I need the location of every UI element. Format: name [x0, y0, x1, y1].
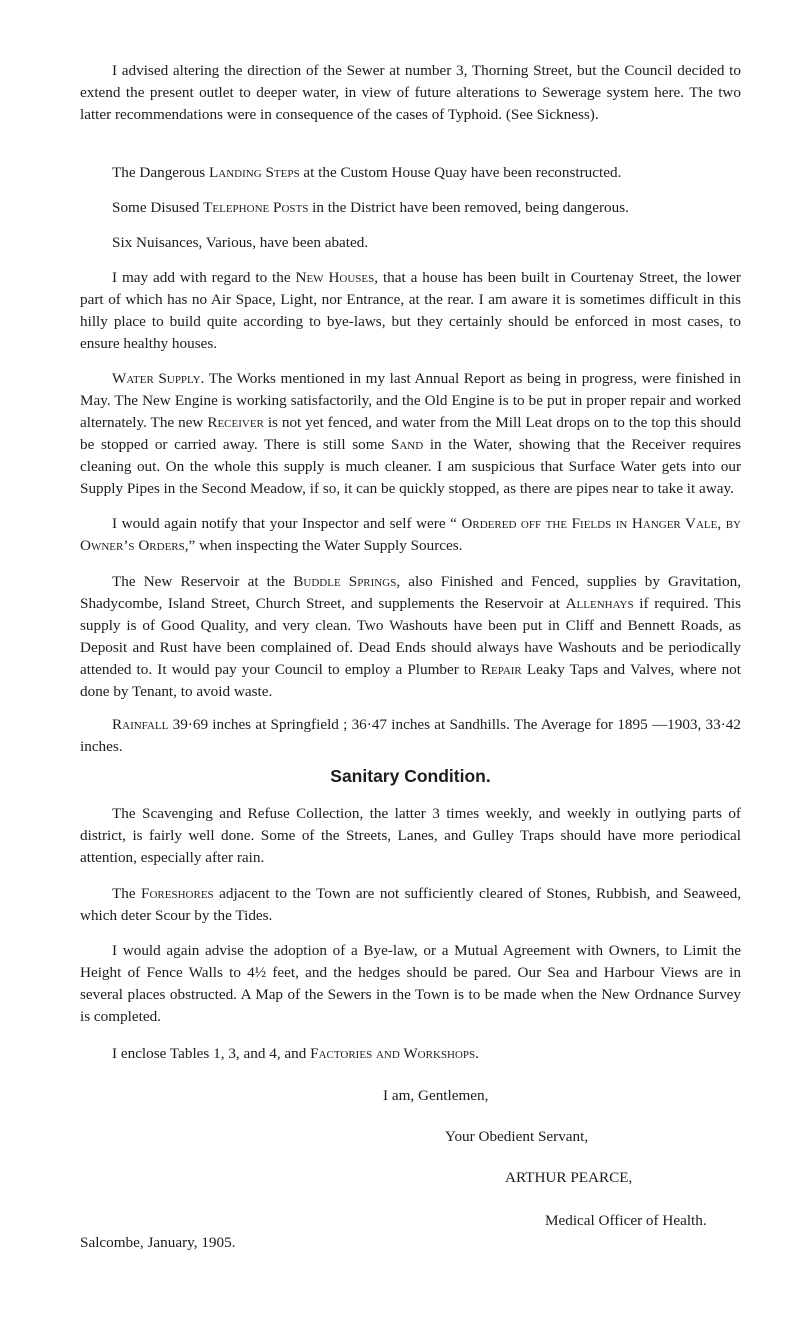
- paragraph-new-reservoir: The New Reservoir at the Buddle Springs, also Finished and Fenced, supplies by Gravitation, Shadycombe, Island Street, Church Street, and supplements the Reservoir at Allenhays if required. This supply is of Good Quality, and very clean. Two Washouts have been put in Cliff and Bennett Roads, as Deposit and Rust have been complained of. Dead Ends should always have Washouts and be periodically attended to. It would pay your Council to employ a Plumber to Repair Leaky Taps and Valves, where not done by Tenant, to avoid waste.: [80, 573, 742, 700]
- paragraph-landing-steps: The Dangerous Landing Steps at the Custom House Quay have been reconstructed.: [112, 164, 622, 181]
- place-date: Salcombe, January, 1905.: [80, 1234, 236, 1251]
- signature-title: Medical Officer of Health.: [545, 1212, 707, 1229]
- paragraph-sewer-outlet: I advised altering the direction of the Sewer at number 3, Thorning Street, but the Council decided to extend the present outlet to deeper water, in view of future alterations to Sewerage system here. The two latter recommendations were in consequence of the cases of Typhoid. (See Sickness).: [80, 62, 741, 123]
- paragraph-bye-law: I would again advise the adoption of a Bye-law, or a Mutual Agreement with Owners, to Limit the Height of Fence Walls to 4½ feet, and the hedges should be pared. Our Sea and Harbour Views are in several places obstructed. A Map of the Sewers in the Town is to be made when the New Ordnance Survey is completed.: [80, 942, 741, 1025]
- paragraph-nuisances: Six Nuisances, Various, have been abated.: [112, 234, 369, 251]
- paragraph-new-houses: I may add with regard to the New Houses, that a house has been built in Courtenay Street, the lower part of which has no Air Space, Light, nor Entrance, at the rear. I am aware it is sometimes difficult in this hilly place to build quite according to bye-laws, but they certainly should be enforced in most cases, to ensure healthy houses.: [80, 269, 741, 352]
- section-heading-sanitary-condition: Sanitary Condition.: [330, 766, 491, 786]
- signature-name: ARTHUR PEARCE,: [505, 1169, 633, 1186]
- paragraph-ordered-off-fields: I would again notify that your Inspector and self were “ Ordered off the Fields in Hanger Vale, by Owner’s Orders,” when inspecting the Water Supply Sources.: [80, 515, 741, 554]
- closing-obedient-servant: Your Obedient Servant,: [445, 1128, 589, 1145]
- paragraph-foreshores: The Foreshores adjacent to the Town are not sufficiently cleared of Stones, Rubbish, and Seaweed, which deter Scour by the Tides.: [80, 885, 741, 924]
- paragraph-enclose-tables: I enclose Tables 1, 3, and 4, and Factories and Workshops.: [112, 1045, 479, 1062]
- paragraph-telephone-posts: Some Disused Telephone Posts in the District have been removed, being dangerous.: [112, 199, 629, 216]
- paragraph-rainfall: Rainfall 39·69 inches at Springfield ; 36·47 inches at Sandhills. The Average for 1895 —1903, 33·42 inches.: [80, 716, 741, 755]
- paragraph-water-supply: Water Supply. The Works mentioned in my last Annual Report as being in progress, were finished in May. The New Engine is working satisfactorily, and the Old Engine is to be put in proper repair and worked alternately. The new Receiver is not yet fenced, and water from the Mill Leat drops on to the top this should be stopped or carried away. There is still some Sand in the Water, showing that the Receiver requires cleaning out. On the whole this supply is much cleaner. I am suspicious that Surface Water gets into our Supply Pipes in the Second Meadow, if so, it can be quickly stopped, as there are pipes near to take it away.: [80, 370, 741, 497]
- closing-salutation: I am, Gentlemen,: [383, 1087, 489, 1104]
- paragraph-scavenging: The Scavenging and Refuse Collection, the latter 3 times weekly, and weekly in outlying parts of district, is fairly well done. Some of the Streets, Lanes, and Gulley Traps should have more periodical attention, especially after rain.: [80, 805, 741, 866]
